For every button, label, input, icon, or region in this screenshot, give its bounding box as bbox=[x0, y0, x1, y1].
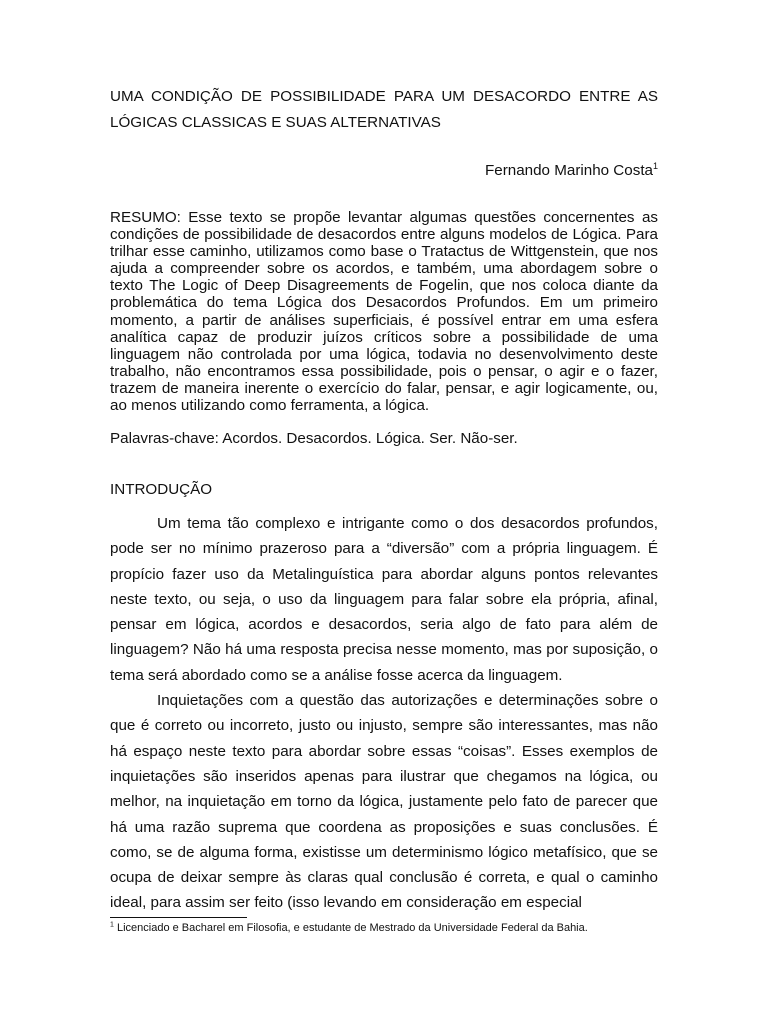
paper-title: UMA CONDIÇÃO DE POSSIBILIDADE PARA UM DESACORDO ENTRE AS LÓGICAS CLASSICAS E SUAS ALTERNATIVAS bbox=[110, 88, 658, 131]
footnote bbox=[110, 921, 658, 935]
author-name: Fernando Marinho Costa bbox=[484, 162, 653, 179]
introduction-body bbox=[110, 511, 658, 916]
footnote-separator bbox=[110, 917, 247, 918]
footnote-text: Licenciado e Bacharel em Filosofia, e estudante de Mestrado da Universidade Federal da Bahia. bbox=[116, 922, 588, 934]
author-footnote-mark: 1 bbox=[652, 160, 658, 171]
paragraph: Um tema tão complexo e intrigante como o dos desacordos profundos, pode ser no mínimo prazeroso para a “diversão” com a própria linguagem. É propício fazer uso da Metalinguística para abordar alguns pontos relevantes neste texto, ou seja, o uso da linguagem para falar sobre ela própria, afinal, pensar em lógica, acordos e desacordos, seria algo de fato para além de linguagem? Não há uma resposta precisa nesse momento, mas por suposição, o tema será abordado como se a análise fosse acerca da linguagem. bbox=[110, 515, 658, 684]
section-heading-introduction: INTRODUÇÃO bbox=[110, 481, 213, 498]
abstract: RESUMO: Esse texto se propõe levantar algumas questões concernentes as condições de possibilidade de desacordos entre alguns modelos de Lógica. Para trilhar esse caminho, utilizamos como base o Tratactus de Wittgenstein, que nos ajuda a compreender sobre os acordos, e também, uma abordagem sobre o texto The Logic of Deep Disagreements de Fogelin, que nos coloca diante da problemática do tema Lógica dos Desacordos Profundos. Em um primeiro momento, a partir de análises superficiais, é possível entrar em uma esfera analítica capaz de produzir juízos críticos sobre a possibilidade de uma linguagem não controlada por uma lógica, todavia no desenvolvimento deste trabalho, não encontramos essa possibilidade, pois o pensar, o agir e o fazer, trazem de maneira inerente o exercício do falar, pensar, e agir logicamente, ou, ao menos utilizando como ferramenta, a lógica. bbox=[110, 209, 658, 415]
footnote-mark: 1 bbox=[110, 921, 114, 929]
keywords: Palavras-chave: Acordos. Desacordos. Lógica. Ser. Não-ser. bbox=[110, 430, 518, 447]
paragraph: Inquietações com a questão das autorizações e determinações sobre o que é correto ou incorreto, justo ou injusto, sempre são interessantes, mas não há espaço neste texto para abordar sobre essas “coisas”. Esses exemplos de inquietações são inseridos apenas para ilustrar que chegamos na lógica, ou melhor, na inquietação em torno da lógica, justamente pelo fato de parecer que há uma razão suprema que coordena as proposições e suas conclusões. É como, se de alguma forma, existisse um determinismo lógico metafísico, que se ocupa de deixar sempre às claras qual conclusão é correta, e qual o caminho ideal, para assim ser feito (isso levando em consideração em especial bbox=[110, 692, 658, 912]
author-line bbox=[485, 161, 658, 181]
